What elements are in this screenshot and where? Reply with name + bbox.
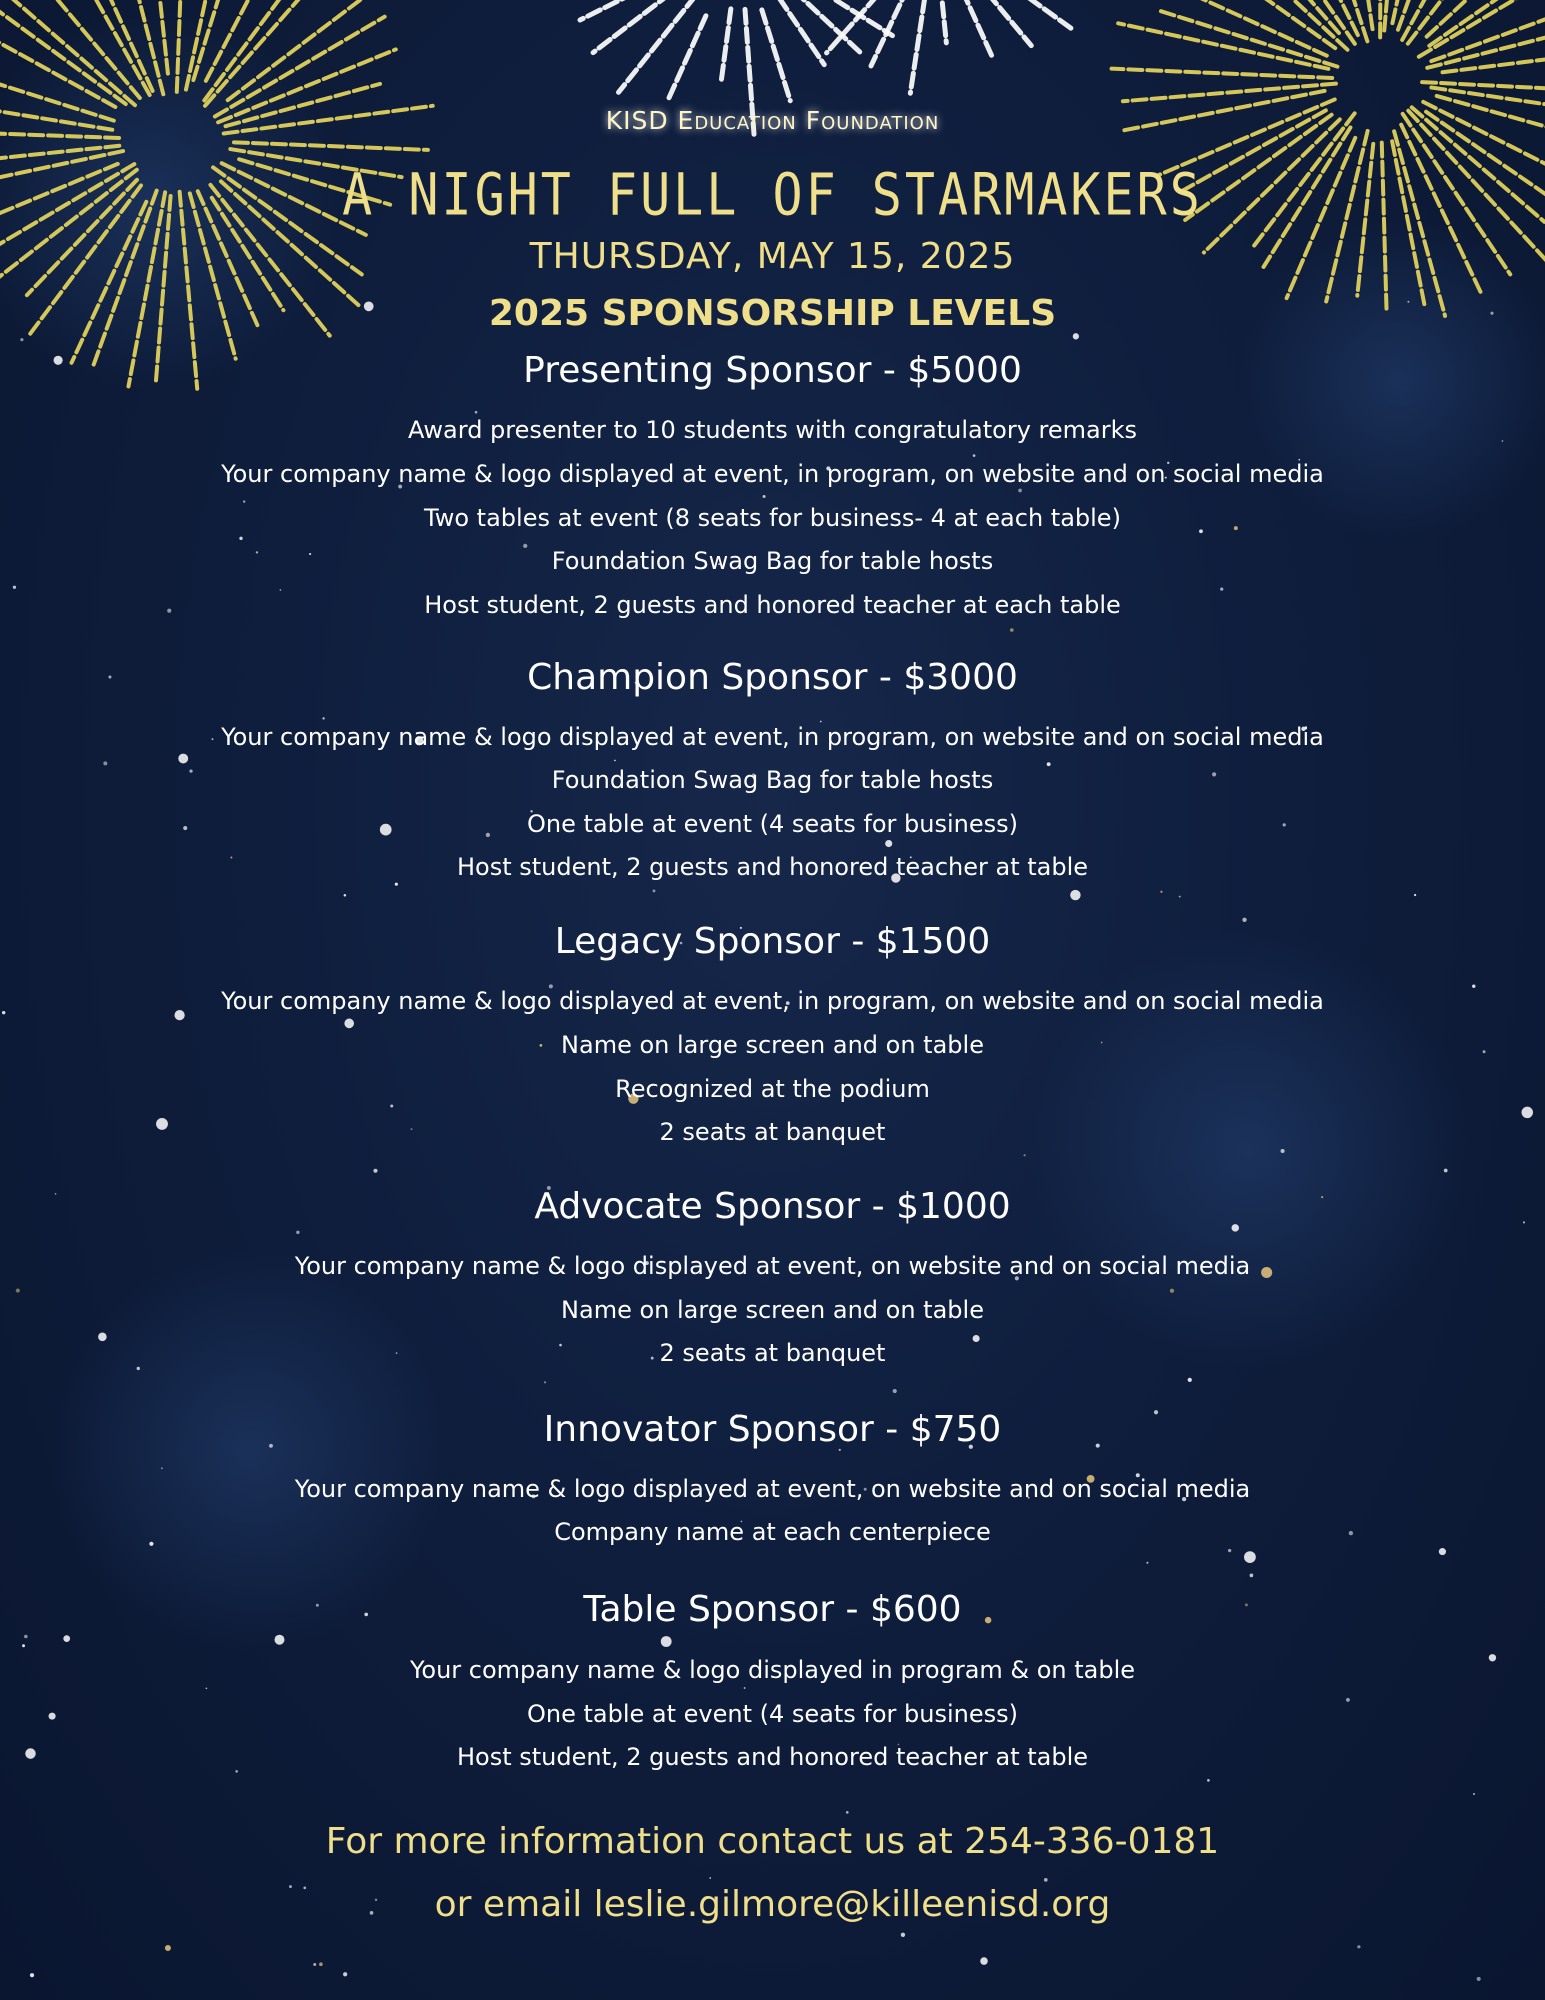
star (24, 1635, 28, 1639)
star (1146, 1562, 1148, 1564)
benefit-item: 2 seats at banquet (659, 1118, 886, 1146)
star (296, 1231, 299, 1234)
star (1281, 1149, 1285, 1153)
sponsorship-levels-heading: 2025 SPONSORSHIP LEVELS (488, 293, 1057, 334)
star (373, 1169, 377, 1173)
benefit-item: Your company name & logo displayed at event, in program, on website and on social media (221, 987, 1324, 1015)
star (1207, 1779, 1210, 1782)
star (1522, 1107, 1533, 1118)
benefit-item: One table at event (4 seats for business) (526, 810, 1018, 838)
organization-name: KISD Education Foundation (605, 106, 940, 135)
advocate-sponsor-title: Advocate Sponsor - $1000 (534, 1186, 1011, 1227)
star (614, 760, 616, 762)
star (239, 537, 242, 540)
star (475, 411, 478, 414)
star (1044, 1878, 1048, 1882)
star (1444, 1169, 1448, 1173)
benefit-item: 2 seats at banquet (659, 1339, 886, 1367)
star (319, 1962, 323, 1966)
star (893, 1389, 897, 1393)
star (973, 454, 976, 457)
star (1439, 1548, 1446, 1555)
contact-email-line: or email leslie.gilmore@killeenisd.org (434, 1884, 1111, 1925)
star (1179, 896, 1181, 898)
benefit-item: Host student, 2 guests and honored teacher at table (456, 1743, 1089, 1771)
star (395, 883, 398, 886)
star (390, 1105, 393, 1108)
benefit-item: Two tables at event (8 seats for business- 4 at each table) (424, 504, 1121, 532)
benefit-item: Foundation Swag Bag for table hosts (551, 766, 994, 794)
star (1023, 1154, 1025, 1156)
star (1357, 1945, 1360, 1948)
benefit-item: One table at event (4 seats for business) (526, 1700, 1018, 1728)
star (1073, 333, 1079, 339)
star (661, 1636, 672, 1647)
star (1010, 628, 1014, 632)
star (322, 717, 324, 719)
benefit-item: Name on large screen and on table (561, 1296, 984, 1324)
star (1188, 1378, 1192, 1382)
star (1170, 1289, 1174, 1293)
benefit-item: Your company name & logo displayed at event, on website and on social media (294, 1252, 1251, 1280)
table-sponsor-title: Table Sponsor - $600 (583, 1589, 962, 1630)
star (206, 1687, 208, 1689)
star (901, 1933, 905, 1937)
star (165, 1945, 171, 1951)
star (313, 1963, 316, 1966)
presenting-sponsor-title: Presenting Sponsor - $5000 (523, 350, 1022, 391)
star (885, 840, 892, 847)
star (22, 1644, 25, 1647)
star (653, 889, 656, 892)
star (1414, 894, 1416, 896)
star (1250, 1573, 1254, 1577)
star (344, 1019, 354, 1029)
star (1473, 1793, 1475, 1795)
event-date: THURSDAY, MAY 15, 2025 (529, 236, 1016, 277)
star (1244, 1551, 1256, 1563)
star (178, 754, 188, 764)
star (846, 1811, 849, 1814)
star (544, 1381, 546, 1383)
star (709, 1877, 711, 1879)
innovator-sponsor-title: Innovator Sponsor - $750 (543, 1409, 1002, 1450)
star (20, 338, 23, 341)
benefit-item: Name on large screen and on table (561, 1031, 984, 1059)
event-title: A NIGHT FULL OF STARMAKERS (342, 161, 1203, 229)
benefit-item: Foundation Swag Bag for table hosts (551, 547, 994, 575)
champion-sponsor-title: Champion Sponsor - $3000 (527, 657, 1018, 698)
benefit-item: Your company name & logo displayed at event, in program, on website and on social media (221, 460, 1324, 488)
benefit-item: Award presenter to 10 students with congratulatory remarks (407, 416, 1138, 444)
benefit-item: Recognized at the podium (615, 1075, 930, 1103)
benefit-item: Your company name & logo displayed at event, in program, on website and on social media (221, 723, 1324, 751)
star (30, 1973, 34, 1977)
star (16, 1289, 20, 1293)
star (1018, 489, 1022, 493)
star (63, 1635, 70, 1642)
star (103, 761, 107, 765)
star (13, 586, 16, 589)
star (343, 1972, 347, 1976)
star (1477, 1977, 1481, 1981)
contact-phone-line: For more information contact us at 254-336-0181 (325, 1821, 1220, 1862)
star (1070, 890, 1080, 900)
star (137, 1367, 140, 1370)
star (161, 1467, 163, 1469)
benefit-item: Company name at each centerpiece (554, 1518, 991, 1546)
star (1228, 1549, 1231, 1552)
star (744, 1687, 746, 1689)
star (243, 500, 245, 502)
benefit-item: Host student, 2 guests and honored teacher at each table (424, 591, 1121, 619)
star (1160, 891, 1162, 893)
star (980, 1957, 988, 1965)
star (344, 894, 347, 897)
legacy-sponsor-title: Legacy Sponsor - $1500 (554, 921, 991, 962)
star (763, 495, 766, 498)
benefit-item: Your company name & logo displayed in program & on table (409, 1656, 1136, 1684)
star (274, 1635, 284, 1645)
benefit-item: Host student, 2 guests and honored teacher at table (456, 853, 1089, 881)
benefit-item: Your company name & logo displayed at event, on website and on social media (294, 1475, 1251, 1503)
